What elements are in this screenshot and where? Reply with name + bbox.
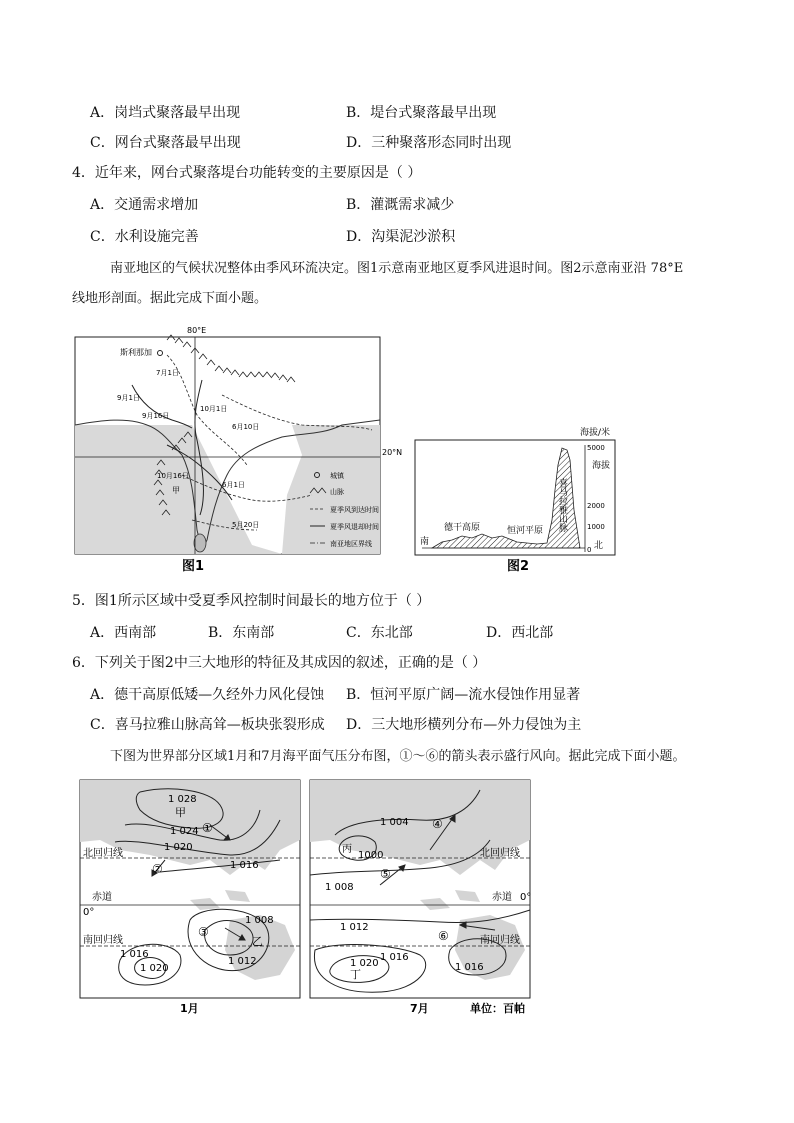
figure-2-terrain-profile — [412, 420, 622, 575]
pressure-unit: 单位：百帕 — [470, 1002, 525, 1015]
jul-mark-4: ④ — [432, 817, 443, 831]
q5-option-d: D．西北部 — [486, 625, 554, 641]
q4-option-b: B．灌溉需求减少 — [346, 197, 455, 213]
q5-option-c: C．东北部 — [346, 625, 413, 641]
q4-stem: 4．近年来，网台式聚落堤台功能转变的主要原因是（ ） — [72, 165, 422, 181]
figure-1-monsoon-map — [72, 325, 403, 575]
fig1-date-6-1: 6月1日 — [222, 481, 245, 489]
fig1-date-6-10: 6月10日 — [232, 423, 260, 431]
fig1-caption: 图1 — [182, 559, 205, 574]
jul-tropic-s: 南回归线 — [480, 935, 520, 946]
fig2-tick-2000: 2000 — [587, 502, 605, 510]
fig1-legend-mountain: 山脉 — [330, 488, 344, 496]
fig2-y-title: 海拔/米 — [580, 428, 611, 438]
jan-zero: 0° — [83, 907, 95, 918]
jul-isobar-1016: 1 016 — [380, 952, 409, 963]
jan-isobar-1020-south: 1 020 — [140, 963, 169, 974]
jul-isobar-1004: 1 004 — [380, 817, 409, 828]
jan-tropic-n: 北回归线 — [83, 848, 123, 859]
fig1-lon-label: 80°E — [187, 326, 207, 335]
q5-stem: 5．图1所示区域中受夏季风控制时间最长的地方位于（ ） — [72, 593, 431, 609]
jan-mark-jia: 甲 — [175, 806, 186, 819]
q6-option-c: C．喜马拉雅山脉高耸—板块张裂形成 — [90, 717, 325, 733]
fig1-date-9-16: 9月16日 — [142, 412, 170, 420]
fig1-date-10-16: 10月16日 — [157, 472, 189, 480]
jan-isobar-1012: 1 012 — [228, 956, 257, 967]
fig1-lat-label: 20°N — [382, 448, 403, 457]
q4-option-c: C．水利设施完善 — [90, 229, 199, 245]
jan-tropic-s: 南回归线 — [83, 935, 123, 946]
fig1-place-label: 斯利那加 — [120, 348, 152, 357]
jul-zero: 0° — [520, 892, 532, 903]
intro-pressure: 下图为世界部分区域1月和7月海平面气压分布图，①～⑥的箭头表示盛行风向。据此完成下面小题。 — [110, 749, 686, 764]
jul-mark-6: ⑥ — [438, 929, 449, 943]
fig2-caption: 图2 — [507, 559, 530, 574]
jan-mark-3: ③ — [198, 925, 209, 939]
fig1-legend-boundary: 南亚地区界线 — [330, 540, 372, 548]
fig1-legend-arrive: 夏季风到达时间 — [330, 506, 379, 514]
pressure-map-july — [310, 780, 540, 1020]
jul-equator: 赤道 — [492, 892, 512, 903]
fig1-date-7-1: 7月1日 — [156, 369, 179, 377]
jan-isobar-1008: 1 008 — [245, 915, 274, 926]
intro-south-asia-line2: 线地形剖面。据此完成下面小题。 — [72, 291, 268, 306]
fig2-himalaya: 喜马拉雅山脉 — [557, 478, 567, 532]
jul-isobar-1012: 1 012 — [340, 922, 369, 933]
q3-option-d: D．三种聚落形态同时出现 — [346, 135, 512, 151]
fig2-ganges: 恒河平原 — [507, 526, 544, 536]
fig2-tick-1000: 1000 — [587, 523, 605, 531]
q6-option-b: B．恒河平原广阔—流水侵蚀作用显著 — [346, 687, 581, 703]
pressure-map-january — [80, 780, 305, 1020]
jul-mark-5: ⑤ — [380, 867, 391, 881]
jan-isobar-1020: 1 020 — [164, 842, 193, 853]
jul-tropic-n: 北回归线 — [480, 848, 520, 859]
fig2-north: 北 — [594, 541, 604, 551]
fig2-south: 南 — [420, 537, 430, 547]
jan-isobar-1028: 1 028 — [168, 794, 197, 805]
jul-mark-ding: 丁 — [350, 968, 361, 981]
q5-option-a: A．西南部 — [90, 625, 157, 641]
q5-option-b: B．东南部 — [208, 625, 275, 641]
q3-option-c: C．网台式聚落最早出现 — [90, 135, 241, 151]
q6-option-d: D．三大地形横列分布—外力侵蚀为主 — [346, 717, 582, 733]
q3-option-b: B．堤台式聚落最早出现 — [346, 105, 497, 121]
jul-caption: 7月 — [410, 1002, 429, 1015]
fig1-legend-town: 城镇 — [330, 472, 344, 480]
fig1-legend-retreat: 夏季风退却时间 — [330, 523, 379, 531]
intro-south-asia-line1: 南亚地区的气候状况整体由季风环流决定。图1示意南亚地区夏季风进退时间。图2示意南亚沿 78°E — [110, 261, 684, 276]
jan-isobar-1016-south: 1 016 — [120, 949, 149, 960]
jan-caption: 1月 — [180, 1002, 199, 1015]
fig2-deccan: 德干高原 — [444, 523, 481, 533]
jul-isobar-1020: 1 020 — [350, 958, 379, 969]
jul-mark-bing: 丙 — [342, 844, 352, 855]
q3-option-a: A．岗垱式聚落最早出现 — [90, 105, 241, 121]
jan-isobar-1024: 1 024 — [170, 826, 199, 837]
q6-option-a: A．德干高原低矮—久经外力风化侵蚀 — [90, 687, 325, 703]
jul-isobar-1008: 1 008 — [325, 882, 354, 893]
q4-option-d: D．沟渠泥沙淤积 — [346, 229, 456, 245]
jul-isobar-1000: 1000 — [358, 850, 384, 861]
fig2-tick-0: 0 — [587, 546, 592, 554]
q4-option-a: A．交通需求增加 — [90, 197, 199, 213]
fig1-date-9-1: 9月1日 — [117, 394, 140, 402]
jan-mark-yi: 乙 — [252, 935, 263, 948]
fig1-marker-jia: 甲 — [172, 486, 180, 495]
jan-mark-2: ② — [152, 862, 163, 876]
jan-mark-1: ① — [202, 821, 213, 835]
fig2-y-label: 海拔 — [592, 461, 611, 471]
fig1-date-5-20: 5月20日 — [232, 521, 260, 529]
fig1-date-10-1: 10月1日 — [200, 405, 228, 413]
jan-isobar-1016: 1 016 — [230, 860, 259, 871]
jan-equator: 赤道 — [92, 892, 112, 903]
fig2-tick-5000: 5000 — [587, 444, 605, 452]
q6-stem: 6．下列关于图2中三大地形的特征及其成因的叙述，正确的是（ ） — [72, 655, 487, 671]
jul-isobar-1016-aus: 1 016 — [455, 962, 484, 973]
